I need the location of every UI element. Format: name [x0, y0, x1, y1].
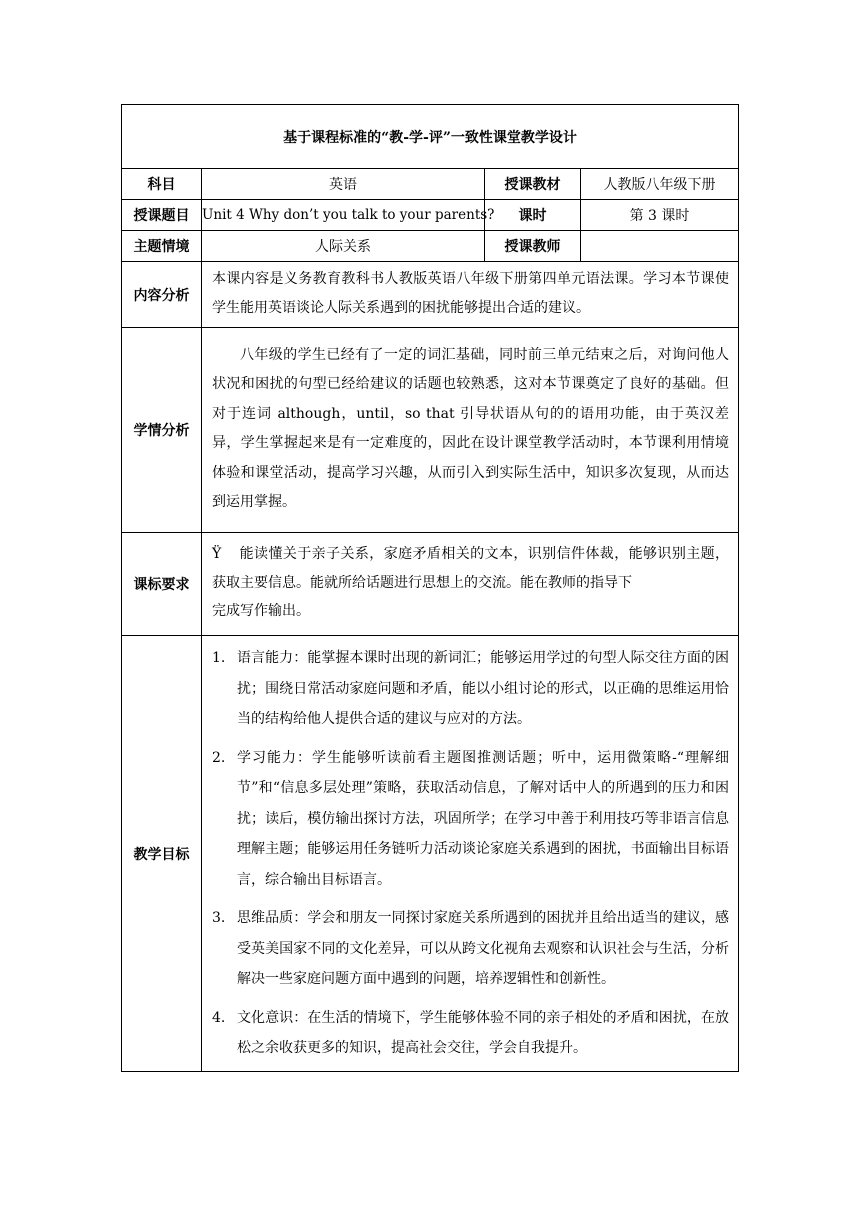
- objective-number: 3.: [212, 910, 226, 927]
- lesson-plan-table: [121, 104, 739, 1072]
- document-title: 基于课程标准的“教-学-评”一致性课堂教学设计: [122, 105, 739, 169]
- learner-analysis-label: 学情分析: [122, 328, 202, 533]
- objective-item: [212, 643, 729, 735]
- subject-value: 英语: [202, 169, 485, 200]
- objectives-list: [212, 643, 729, 1064]
- objectives-label: 教学目标: [122, 636, 202, 1072]
- standards-text-cell: [202, 533, 739, 636]
- subject-label: 科目: [122, 169, 202, 200]
- period-label: 课时: [485, 200, 581, 231]
- textbook-label: 授课教材: [485, 169, 581, 200]
- objectives-list-cell: [202, 636, 739, 1072]
- objective-item: [212, 1003, 729, 1064]
- objective-text: 文化意识：在生活的情境下，学生能够体验不同的亲子相处的矛盾和困扰，在放松之余收获更多的知识，提高社会交往，学会自我提升。: [237, 1009, 730, 1057]
- objective-item: [212, 743, 729, 896]
- bullet-icon: Ÿ: [212, 546, 222, 563]
- objective-text: 学习能力：学生能够听读前看主题图推测话题；听中，运用微策略-“理解细节”和“信息多层处理”策略，获取活动信息，了解对话中人的所遇到的压力和困扰；读后，模仿输出探讨方法，巩固所学；在学习中善于利用技巧等非语言信息理解主题；能够运用任务链听力活动谈论家庭关系遇到的困扰，书面输出目标语言，综合输出目标语言。: [237, 749, 730, 888]
- standards-text-1: 能读懂关于亲子关系，家庭矛盾相关的文本，识别信件体裁，能够识别主题，获取主要信息。能就所给话题进行思想上的交流。能在教师的指导下: [212, 546, 730, 591]
- period-value: 第 3 课时: [581, 200, 739, 231]
- objective-text: 思维品质：学会和朋友一同探讨家庭关系所遇到的困扰并且给出适当的建议，感受英美国家不同的文化差异，可以从跨文化视角去观察和认识社会与生活，分析解决一些家庭问题方面中遇到的问题，培养逻辑性和创新性。: [237, 910, 730, 988]
- objective-number: 1.: [212, 650, 226, 667]
- standards-label: 课标要求: [122, 533, 202, 636]
- topic-value: Unit 4 Why don’t you talk to your parents?: [202, 200, 485, 231]
- theme-value: 人际关系: [202, 231, 485, 262]
- teacher-label: 授课教师: [485, 231, 581, 262]
- topic-label: 授课题目: [122, 200, 202, 231]
- content-analysis-text: 本课内容是义务教育教科书人教版英语八年级下册第四单元语法课。学习本节课使学生能用英语谈论人际关系遇到的困扰能够提出合适的建议。: [202, 262, 739, 328]
- content-analysis-label: 内容分析: [122, 262, 202, 328]
- objective-text: 语言能力：能掌握本课时出现的新词汇；能够运用学过的句型人际交往方面的困扰；围绕日常活动家庭问题和矛盾，能以小组讨论的形式，以正确的思维运用恰当的结构给他人提供合适的建议与应对的方法。: [237, 650, 730, 728]
- objective-number: 2.: [212, 749, 226, 766]
- textbook-value: 人教版八年级下册: [581, 169, 739, 200]
- teacher-value: [581, 231, 739, 262]
- theme-label: 主题情境: [122, 231, 202, 262]
- learner-analysis-text: 八年级的学生已经有了一定的词汇基础，同时前三单元结束之后，对询问他人状况和困扰的句型已经给建议的话题也较熟悉，这对本节课奠定了良好的基础。但对于连词 although，until，so that 引导状语从句的的语用功能，由于英汉差异，学生掌握起来是有一定难度的，因此在设计课堂教学活动时，本节课利用情境体验和课堂活动，提高学习兴趣，从而引入到实际生活中，知识多次复现，从而达到运用掌握。: [202, 328, 739, 533]
- standards-text-2: 完成写作输出。: [212, 603, 310, 620]
- objective-number: 4.: [212, 1009, 226, 1026]
- standards-text-first: [212, 540, 729, 597]
- objective-item: [212, 903, 729, 995]
